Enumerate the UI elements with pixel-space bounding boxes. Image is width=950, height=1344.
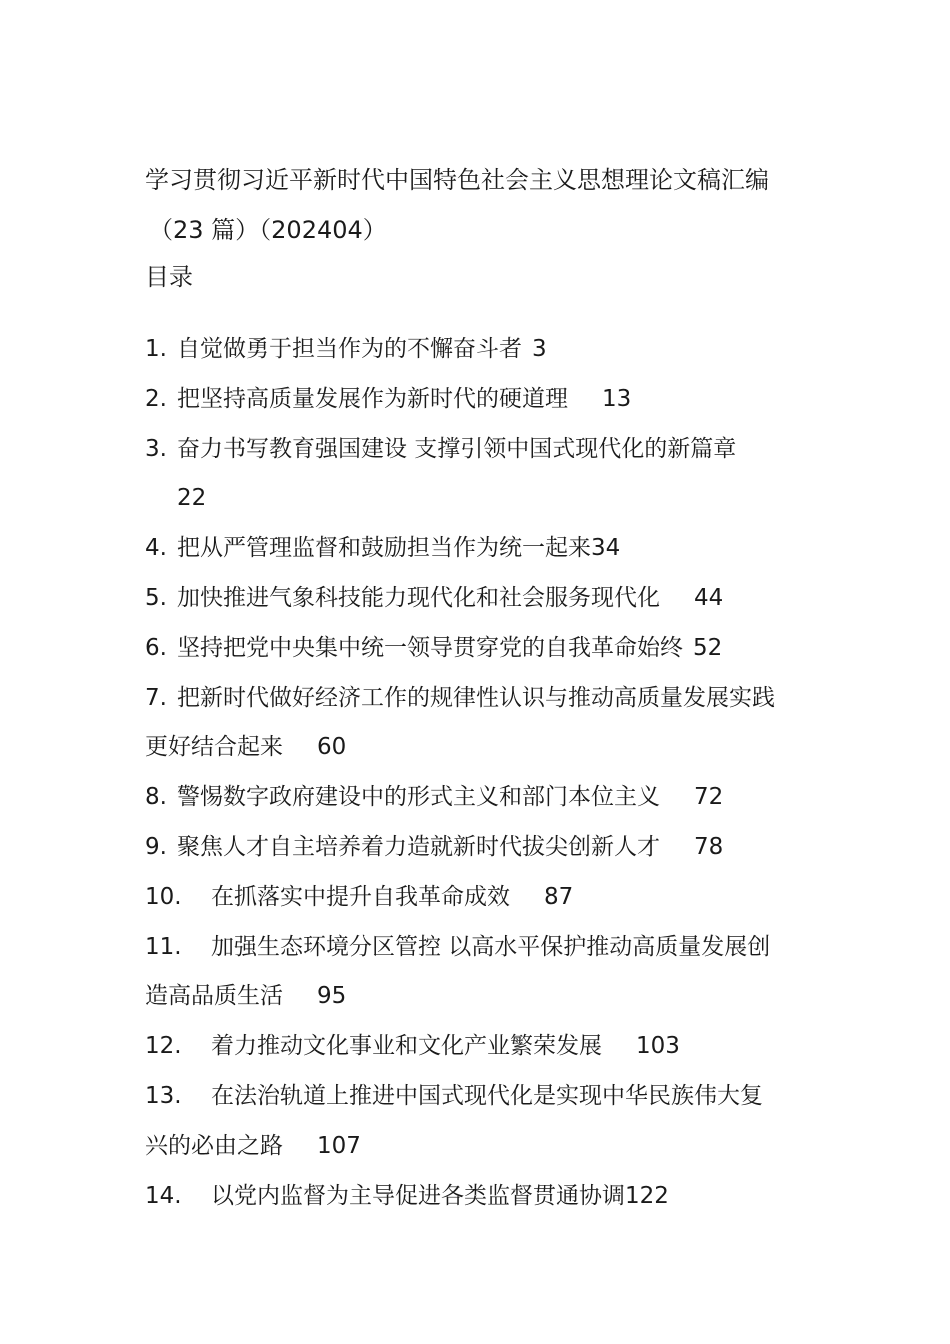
entry-page: 78 <box>694 833 724 860</box>
title-line-2: （23 篇）（202404） <box>149 216 387 244</box>
entry-page: 95 <box>317 983 347 1010</box>
entry-title-part-2: 更好结合起来 <box>145 734 283 761</box>
entry-number: 9. <box>145 833 167 860</box>
entry-number: 8. <box>145 784 167 811</box>
entry-page: 13 <box>602 385 632 412</box>
entry-title: 聚焦人才自主培养着力造就新时代拔尖创新人才 <box>177 833 660 860</box>
entry-page: 103 <box>636 1033 680 1060</box>
entry-number: 11. <box>145 933 182 960</box>
entry-title: 把从严管理监督和鼓励担当作为统一起来 <box>177 535 591 562</box>
toc-entry-6[interactable] <box>145 624 825 674</box>
entry-title: 着力推动文化事业和文化产业繁荣发展 <box>211 1033 602 1060</box>
entry-number: 1. <box>145 336 167 362</box>
entry-title-part-1: 加强生态环境分区管控 以高水平保护推动高质量发展创 <box>211 933 771 960</box>
entry-title: 坚持把党中央集中统一领导贯穿党的自我革命始终 <box>177 634 683 661</box>
entry-title: 加快推进气象科技能力现代化和社会服务现代化 <box>177 584 660 611</box>
toc-entry-8[interactable] <box>145 773 825 823</box>
entry-title: 在抓落实中提升自我革命成效 <box>211 883 510 910</box>
toc-entry-4[interactable] <box>145 524 825 574</box>
toc-entry-3[interactable] <box>145 425 825 525</box>
entry-page: 72 <box>694 784 724 811</box>
entry-number: 12. <box>145 1033 182 1060</box>
entry-page: 107 <box>317 1132 361 1159</box>
title-line-1: 学习贯彻习近平新时代中国特色社会主义思想理论文稿汇编 <box>145 166 769 194</box>
entry-title-part-2: 造高品质生活 <box>145 983 283 1010</box>
document-title <box>145 155 825 255</box>
entry-number: 10. <box>145 883 182 910</box>
entry-title-part-1: 在法治轨道上推进中国式现代化是实现中华民族伟大复 <box>211 1082 763 1109</box>
entry-title: 奋力书写教育强国建设 支撑引领中国式现代化的新篇章 <box>177 435 737 462</box>
entry-number: 6. <box>145 634 167 661</box>
entry-number: 4. <box>145 535 167 562</box>
toc-entry-11[interactable] <box>145 923 825 1023</box>
entry-title: 警惕数字政府建设中的形式主义和部门本位主义 <box>177 784 660 811</box>
toc-heading: 目录 <box>145 263 193 291</box>
entry-title-part-1: 把新时代做好经济工作的规律性认识与推动高质量发展实践 <box>177 684 775 711</box>
table-of-contents <box>145 325 825 1221</box>
toc-entry-2[interactable] <box>145 375 825 425</box>
entry-title: 以党内监督为主导促进各类监督贯通协调 <box>211 1182 625 1209</box>
entry-page: 52 <box>693 634 723 661</box>
entry-page: 22 <box>177 485 207 512</box>
entry-title-part-2: 兴的必由之路 <box>145 1132 283 1159</box>
entry-number: 3. <box>145 435 167 462</box>
toc-entry-13[interactable] <box>145 1072 825 1172</box>
entry-page: 44 <box>694 584 724 611</box>
toc-entry-10[interactable] <box>145 873 825 923</box>
entry-number: 7. <box>145 684 167 711</box>
toc-entry-1[interactable] <box>145 325 825 375</box>
toc-entry-5[interactable] <box>145 574 825 624</box>
entry-number: 5. <box>145 584 167 611</box>
entry-title: 把坚持高质量发展作为新时代的硬道理 <box>177 385 568 412</box>
toc-entry-9[interactable] <box>145 823 825 873</box>
entry-page: 122 <box>625 1182 669 1209</box>
entry-number: 13. <box>145 1082 182 1109</box>
entry-page: 87 <box>544 883 574 910</box>
entry-number: 2. <box>145 385 167 412</box>
toc-entry-14[interactable] <box>145 1172 825 1222</box>
entry-page: 60 <box>317 734 347 761</box>
toc-entry-7[interactable] <box>145 674 825 774</box>
entry-number: 14. <box>145 1182 182 1209</box>
entry-page: 3 <box>532 336 547 362</box>
entry-page: 34 <box>591 535 621 562</box>
toc-entry-12[interactable] <box>145 1022 825 1072</box>
entry-title: 自觉做勇于担当作为的不懈奋斗者 <box>177 336 522 362</box>
